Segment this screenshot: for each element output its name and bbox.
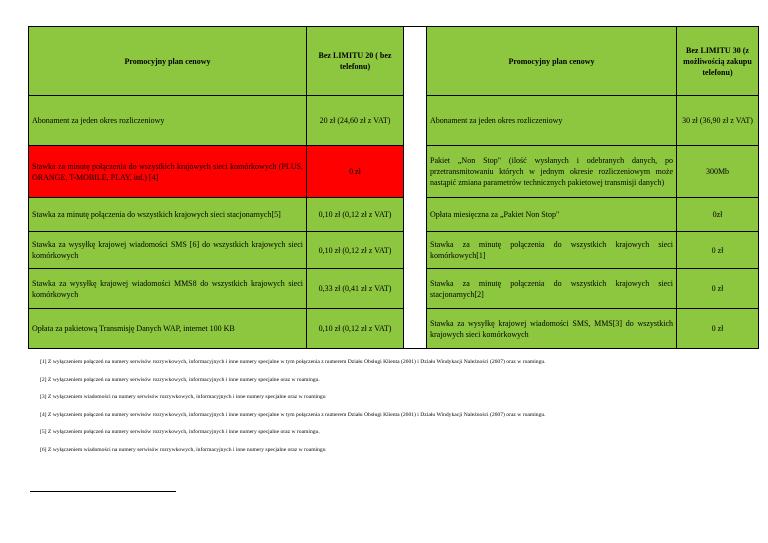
footnote: [2] Z wyłączeniem połączeń na numery serwisów rozrywkowych, informacyjnych i inne numery specjalne oraz w roamingu. [40, 376, 320, 383]
right-value: 300Mb [677, 146, 759, 198]
left-label: Abonament za jeden okres rozliczeniowy [29, 96, 307, 146]
right-label: Stawka za wysyłkę krajowej wiadomości SMS, MMS[3] do wszystkich krajowych sieci komórkowych [427, 309, 677, 349]
footnote: [4] Z wyłączeniem połączeń na numery serwisów rozrywkowych, informacyjnych i inne numery specjalne w tym połączenia z numerem Działu Obsługi Klienta (2601) i Działu Windykacji Należności (2607) oraz w roamingu. [40, 411, 546, 418]
left-value: 20 zł (24,60 zł z VAT) [307, 96, 404, 146]
right-value: 0 zł [677, 269, 759, 309]
footnote: [6] Z wyłączeniem wiadomości na numery serwisów rozrywkowych, informacyjnych i inne numery specjalne oraz w roamingu [40, 446, 326, 453]
footnote: [1] Z wyłączeniem połączeń na numery serwisów rozrywkowych, informacyjnych i inne numery specjalne w tym połączenia z numerem Działu Obsługi Klienta (2601) i Działu Windykacji Należności (2607) oraz w roamingu. [40, 359, 546, 365]
left-plan-header: Promocyjny plan cenowy [29, 27, 307, 96]
right-label: Stawka za minutę połączenia do wszystkich krajowych sieci komórkowych[1] [427, 232, 677, 269]
plan2-header: Bez LIMITU 30 (z możliwością zakupu telefonu) [677, 27, 759, 96]
right-plan-header: Promocyjny plan cenowy [427, 27, 677, 96]
footnote-separator-line [30, 491, 176, 492]
left-value: 0,33 zł (0,41 zł z VAT) [307, 269, 404, 309]
pricing-table [28, 26, 759, 349]
right-label: Abonament za jeden okres rozliczeniowy [427, 96, 677, 146]
left-label: Opłata za pakietową Transmisję Danych WAP, internet 100 KB [29, 309, 307, 349]
table-row [29, 96, 759, 146]
footnotes [40, 359, 760, 464]
right-label: Stawka za minutę połączenia do wszystkich krajowych sieci stacjonarnych[2] [427, 269, 677, 309]
table-header-row [29, 27, 759, 96]
table-row [29, 198, 759, 232]
column-gap [404, 27, 427, 349]
table-row [29, 146, 759, 198]
right-value: 0zł [677, 198, 759, 232]
table-row [29, 309, 759, 349]
left-label: Stawka za wysyłkę krajowej wiadomości SMS [6] do wszystkich krajowych sieci komórkowych [29, 232, 307, 269]
left-value: 0,10 zł (0,12 zł z VAT) [307, 309, 404, 349]
right-value: 0 zł [677, 309, 759, 349]
left-label: Stawka za wysyłkę krajowej wiadomości MMS8 do wszystkich krajowych sieci komórkowych [29, 269, 307, 309]
right-label: Pakiet „Non Stop" (ilość wysłanych i odebranych danych, po przetransmitowaniu których w jednym okresie rozliczeniowym może nastąpić zmiana parametrów technicznych pakietowej transmisji danych) [427, 146, 677, 198]
plan1-header: Bez LIMITU 20 ( bez telefonu) [307, 27, 404, 96]
left-label: Stawka za minutę połączenia do wszystkich krajowych sieci komórkowych (PLUS, ORANGE, T-MOBILE, PLAY, itd.) [4] [29, 146, 307, 198]
right-value: 30 zł (36,90 zł z VAT) [677, 96, 759, 146]
table-row [29, 269, 759, 309]
left-label: Stawka za minutę połączenia do wszystkich krajowych sieci stacjonarnych[5] [29, 198, 307, 232]
left-value: 0 zł [307, 146, 404, 198]
left-value: 0,10 zł (0,12 zł z VAT) [307, 232, 404, 269]
right-label: Opłata miesięczna za „Pakiet Non Stop" [427, 198, 677, 232]
left-value: 0,10 zł (0,12 zł z VAT) [307, 198, 404, 232]
right-value: 0 zł [677, 232, 759, 269]
footnote: [3] Z wyłączeniem wiadomości na numery serwisów rozrywkowych, informacyjnych i inne numery specjalne oraz w roamingu [40, 394, 326, 400]
table-row [29, 232, 759, 269]
footnote: [5] Z wyłączeniem połączeń na numery serwisów rozrywkowych, informacyjnych i inne numery specjalne oraz w roamingu. [40, 429, 320, 435]
